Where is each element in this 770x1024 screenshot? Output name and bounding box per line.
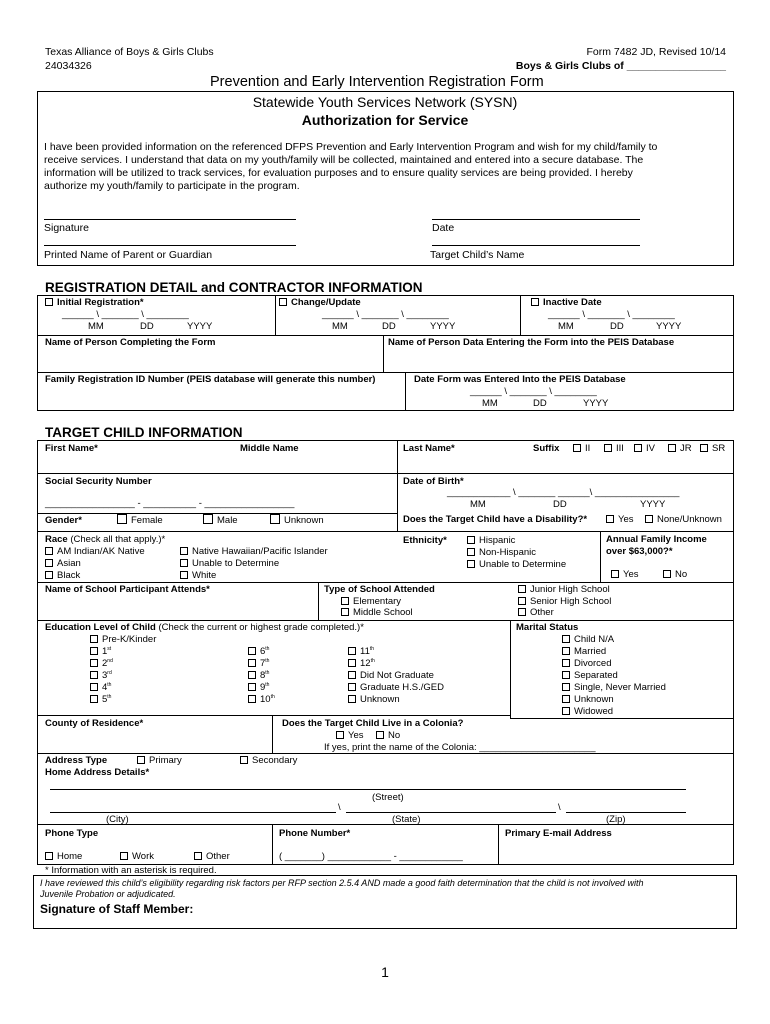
school-junior-label: Junior High School [530, 584, 610, 595]
initial-dd: DD [140, 321, 154, 332]
printed-name-label: Printed Name of Parent or Guardian [44, 249, 213, 261]
gender-unknown-label: Unknown [284, 515, 324, 526]
grade-7-label: 7 [260, 658, 266, 670]
grade-1-label: 1 [102, 646, 108, 658]
authorization-heading: Authorization for Service [301, 112, 469, 128]
state-line[interactable] [346, 812, 556, 813]
grade-8-suffix: th [265, 670, 270, 676]
grade-3-label: 3 [102, 670, 108, 682]
grade-11-suffix: th [369, 646, 375, 652]
city-line[interactable] [50, 812, 336, 813]
city-state-separator: \ [338, 802, 341, 813]
county-label: County of Residence* [45, 718, 144, 729]
dob-blank[interactable]: ____________ \ _______ ______\ ________________ [447, 487, 680, 498]
suffix-ii-label: II [585, 443, 591, 454]
income-no-checkbox[interactable] [663, 569, 687, 580]
org-name: Texas Alliance of Boys & Girls Clubs [45, 46, 214, 58]
grade-2-label: 2 [102, 658, 108, 670]
marital-label: Marital Status [516, 622, 579, 633]
education-unknown-label: Unknown [360, 694, 400, 705]
inactive-date-label: Inactive Date [543, 297, 602, 308]
grade-11-checkbox[interactable] [348, 646, 374, 657]
disability-none-label: None/Unknown [657, 514, 722, 525]
grade-3-suffix: rd [107, 670, 112, 676]
street-line[interactable] [50, 789, 686, 790]
phone-work-label: Work [132, 851, 154, 862]
grade-12-suffix: th [370, 658, 375, 664]
change-yyyy: YYYY [430, 321, 456, 332]
race-unable-label: Unable to Determine [192, 558, 280, 569]
phone-home-checkbox[interactable] [45, 851, 82, 862]
auth-text-3: information will be utilized to track services, for evaluation purposes and to ensure quality services are being provided. I hereby [44, 167, 633, 179]
address-secondary-checkbox[interactable] [240, 755, 297, 766]
entered-dd: DD [533, 398, 547, 409]
change-dd: DD [382, 321, 396, 332]
inactive-date-blank[interactable]: ______ \ _______ \ ________ [548, 309, 675, 320]
suffix-sr-label: SR [712, 443, 726, 454]
person-completing-label: Name of Person Completing the Form [45, 337, 216, 348]
phone-number-field[interactable]: ( _______) ____________ - ____________ [279, 851, 463, 862]
education-unknown-checkbox[interactable] [348, 694, 400, 705]
date-entered-label: Date Form was Entered Into the PEIS Database [414, 374, 626, 385]
grade-5-label: 5 [102, 694, 108, 706]
school-other-checkbox[interactable] [518, 607, 554, 618]
colonia-yes-checkbox[interactable] [336, 730, 364, 741]
marital-married-label: Married [574, 646, 607, 657]
initial-registration-checkbox[interactable] [45, 297, 144, 308]
auth-text-4: authorize my youth/family to participate in the program. [44, 180, 300, 192]
grade-10-checkbox[interactable] [248, 694, 275, 705]
ethnicity-non-hispanic-checkbox[interactable] [467, 547, 536, 558]
grade-10-suffix: th [270, 694, 275, 700]
ethnicity-hispanic-label: Hispanic [479, 535, 516, 546]
inactive-yyyy: YYYY [656, 321, 682, 332]
address-primary-checkbox[interactable] [137, 755, 182, 766]
suffix-jr-label: JR [680, 443, 692, 454]
inactive-date-checkbox[interactable] [531, 297, 602, 308]
grade-4-label: 4 [102, 682, 108, 694]
ssn-label: Social Security Number [45, 476, 152, 487]
marital-married-checkbox[interactable] [562, 646, 606, 657]
marital-single-label: Single, Never Married [574, 682, 666, 693]
graduate-ged-checkbox[interactable] [348, 682, 444, 693]
grade-8-label: 8 [260, 670, 266, 682]
race-note: (Check all that apply.)* [70, 534, 166, 545]
marital-child-na-label: Child N/A [574, 634, 615, 645]
school-senior-checkbox[interactable] [518, 596, 611, 607]
form-code: 24034326 [45, 60, 92, 72]
marital-separated-checkbox[interactable] [562, 670, 618, 681]
club-name: Boys & Girls Clubs of _________________ [515, 60, 726, 72]
phone-work-checkbox[interactable] [120, 851, 154, 862]
income-no-label: No [675, 569, 688, 580]
child-name-line[interactable] [432, 245, 640, 246]
graduate-ged-label: Graduate H.S./GED [360, 682, 444, 693]
marital-unknown-checkbox[interactable] [562, 694, 614, 705]
income-label-2: over $63,000?* [606, 546, 673, 557]
marital-divorced-checkbox[interactable] [562, 658, 612, 669]
phone-number-label: Phone Number* [279, 828, 351, 839]
street-label: (Street) [372, 792, 404, 803]
staff-signature-label: Signature of Staff Member: [40, 902, 194, 916]
grade-1-checkbox[interactable] [90, 646, 111, 657]
printed-name-line[interactable] [44, 245, 296, 246]
network-title: Statewide Youth Services Network (SYSN) [252, 94, 518, 110]
race-am-indian-checkbox[interactable] [45, 546, 145, 557]
grade-1-suffix: st [107, 646, 112, 652]
zip-line[interactable] [566, 812, 686, 813]
last-name-label: Last Name* [403, 443, 455, 454]
race-white-label: White [192, 570, 217, 581]
review-text-2: Juvenile Probation or adjudicated. [40, 889, 176, 899]
female-label: Female [131, 515, 163, 526]
address-type-label: Address Type [45, 755, 108, 766]
zip-label: (Zip) [606, 814, 626, 825]
initial-mm: MM [88, 321, 104, 332]
race-white-checkbox[interactable] [180, 570, 216, 581]
dob-mm: MM [470, 499, 486, 510]
change-date-blank[interactable]: ______ \ _______ \ ________ [322, 309, 449, 320]
target-child-heading: TARGET CHILD INFORMATION [45, 425, 243, 440]
ethnicity-unable-checkbox[interactable] [467, 559, 566, 570]
gender-unknown-checkbox[interactable] [270, 514, 324, 526]
grade-5-checkbox[interactable] [90, 694, 111, 705]
grade-9-label: 9 [260, 682, 266, 694]
grade-10-label: 10 [260, 694, 271, 706]
initial-registration-label: Initial Registration* [57, 297, 144, 308]
suffix-sr-checkbox[interactable] [700, 443, 725, 454]
phone-type-label: Phone Type [45, 828, 99, 839]
disability-none-checkbox[interactable] [645, 514, 722, 525]
date-entered-blank[interactable]: ______ \ _______ \ ________ [470, 386, 597, 397]
city-label: (City) [106, 814, 129, 825]
suffix-jr-checkbox[interactable] [668, 443, 692, 454]
education-heading [45, 622, 364, 633]
asterisk-note: * Information with an asterisk is required. [45, 865, 217, 876]
did-not-graduate-checkbox[interactable] [348, 670, 434, 681]
race-black-checkbox[interactable] [45, 570, 80, 581]
grade-11-label: 11 [360, 646, 370, 658]
ethnicity-hispanic-checkbox[interactable] [467, 535, 515, 546]
grade-2-suffix: nd [107, 658, 113, 664]
family-id-label: Family Registration ID Number (PEIS database will generate this number) [45, 374, 376, 385]
disability-yes-checkbox[interactable] [606, 514, 634, 525]
grade-12-label: 12 [360, 658, 371, 670]
grade-5-suffix: th [107, 694, 112, 700]
entered-yyyy: YYYY [583, 398, 609, 409]
disability-yes-label: Yes [618, 514, 634, 525]
signature-label: Signature [44, 222, 89, 234]
first-name-label: First Name* [45, 443, 98, 454]
entered-mm: MM [482, 398, 498, 409]
registration-heading: REGISTRATION DETAIL and CONTRACTOR INFORMATION [45, 280, 423, 295]
auth-text-2: receive services. I understand that data on my youth/family will be collected, maintained and entered into a secure database. The [44, 154, 644, 166]
disability-label: Does the Target Child have a Disability?* [403, 514, 588, 525]
phone-other-label: Other [206, 851, 230, 862]
race-am-indian-label: AM Indian/AK Native [57, 546, 145, 557]
suffix-iii-label: III [616, 443, 624, 454]
marital-widowed-checkbox[interactable] [562, 706, 613, 717]
race-heading [45, 534, 165, 545]
grade-7-checkbox[interactable] [248, 658, 269, 669]
state-zip-separator: \ [558, 802, 561, 813]
grade-3-checkbox[interactable] [90, 670, 112, 681]
grade-12-checkbox[interactable] [348, 658, 375, 669]
race-label: Race [45, 534, 68, 545]
colonia-no-checkbox[interactable] [376, 730, 400, 741]
income-label: Annual Family Income [606, 534, 707, 545]
ethnicity-non-hispanic-label: Non-Hispanic [479, 547, 537, 558]
marital-unknown-label: Unknown [574, 694, 614, 705]
page-number: 1 [381, 964, 389, 980]
school-type-label: Type of School Attended [324, 584, 435, 595]
male-checkbox[interactable] [203, 514, 238, 526]
grade-8-checkbox[interactable] [248, 670, 269, 681]
dob-yyyy: YYYY [640, 499, 666, 510]
person-entering-label: Name of Person Data Entering the Form into the PEIS Database [388, 337, 675, 348]
ethnicity-unable-label: Unable to Determine [479, 559, 567, 570]
grade-9-checkbox[interactable] [248, 682, 269, 693]
phone-other-checkbox[interactable] [194, 851, 230, 862]
race-black-label: Black [57, 570, 81, 581]
marital-child-na-checkbox[interactable] [562, 634, 614, 645]
suffix-ii-checkbox[interactable] [573, 443, 590, 454]
ethnicity-label: Ethnicity* [403, 535, 447, 546]
ssn-blank[interactable]: _________________ - __________ - _________________ [45, 498, 295, 509]
grade-prek-checkbox[interactable] [90, 634, 156, 645]
middle-name-label: Middle Name [240, 443, 299, 454]
race-hawaiian-label: Native Hawaiian/Pacific Islander [192, 546, 328, 557]
school-middle-checkbox[interactable] [341, 607, 413, 618]
auth-text-1: I have been provided information on the referenced DFPS Prevention and Early Intervention Program and wish for my child/family to [44, 141, 658, 153]
male-label: Male [217, 515, 238, 526]
grade-6-suffix: th [265, 646, 270, 652]
race-asian-checkbox[interactable] [45, 558, 81, 569]
home-address-label: Home Address Details* [45, 767, 150, 778]
date-label: Date [432, 222, 455, 234]
dob-label: Date of Birth* [403, 476, 464, 487]
colonia-label: Does the Target Child Live in a Colonia? [282, 718, 464, 729]
grade-6-label: 6 [260, 646, 266, 658]
did-not-graduate-label: Did Not Graduate [360, 670, 434, 681]
signature-line[interactable] [44, 219, 296, 220]
suffix-label: Suffix [533, 443, 560, 454]
grade-7-suffix: th [265, 658, 270, 664]
date-line[interactable] [432, 219, 640, 220]
race-asian-label: Asian [57, 558, 81, 569]
colonia-name-field[interactable]: If yes, print the name of the Colonia: ______________________ [324, 742, 596, 753]
school-junior-checkbox[interactable] [518, 584, 610, 595]
grade-4-checkbox[interactable] [90, 682, 111, 693]
marital-divorced-label: Divorced [574, 658, 612, 669]
initial-date-blank[interactable]: ______ \ _______ \ ________ [62, 309, 189, 320]
marital-widowed-label: Widowed [574, 706, 614, 717]
female-checkbox[interactable] [117, 514, 163, 526]
school-elementary-label: Elementary [353, 596, 402, 607]
inactive-mm: MM [558, 321, 574, 332]
grade-2-checkbox[interactable] [90, 658, 113, 669]
suffix-iv-label: IV [646, 443, 655, 454]
phone-home-label: Home [57, 851, 83, 862]
grade-prek-label: Pre-K/Kinder [102, 634, 157, 645]
school-elementary-checkbox[interactable] [341, 596, 401, 607]
colonia-no-label: No [388, 730, 401, 741]
marital-separated-label: Separated [574, 670, 618, 681]
school-middle-label: Middle School [353, 607, 413, 618]
race-hawaiian-checkbox[interactable] [180, 546, 328, 557]
address-primary-label: Primary [149, 755, 182, 766]
form-number: Form 7482 JD, Revised 10/14 [586, 46, 726, 58]
income-yes-label: Yes [623, 569, 639, 580]
school-senior-label: Senior High School [530, 596, 612, 607]
email-label: Primary E-mail Address [505, 828, 612, 839]
suffix-iii-checkbox[interactable] [604, 443, 624, 454]
initial-yyyy: YYYY [187, 321, 213, 332]
review-text-1: I have reviewed this child’s eligibility regarding risk factors per RFP section 2.5.4 AND made a good faith determination that the child is not involved with [40, 878, 644, 888]
income-yes-checkbox[interactable] [611, 569, 639, 580]
marital-single-checkbox[interactable] [562, 682, 666, 693]
target-child-name-label: Target Child’s Name [430, 249, 525, 261]
school-other-label: Other [530, 607, 554, 618]
state-label: (State) [392, 814, 421, 825]
education-note: (Check the current or highest grade completed.)* [158, 622, 364, 633]
grade-9-suffix: th [265, 682, 270, 688]
dob-dd: DD [553, 499, 567, 510]
inactive-dd: DD [610, 321, 624, 332]
grade-4-suffix: th [107, 682, 112, 688]
change-mm: MM [332, 321, 348, 332]
education-label: Education Level of Child [45, 622, 156, 633]
form-title: Prevention and Early Intervention Registration Form [210, 74, 544, 90]
change-update-checkbox[interactable] [279, 297, 361, 308]
gender-label: Gender* [45, 515, 82, 526]
colonia-yes-label: Yes [348, 730, 364, 741]
grade-6-checkbox[interactable] [248, 646, 269, 657]
suffix-iv-checkbox[interactable] [634, 443, 655, 454]
address-secondary-label: Secondary [252, 755, 298, 766]
race-unable-checkbox[interactable] [180, 558, 279, 569]
change-update-label: Change/Update [291, 297, 361, 308]
school-name-label: Name of School Participant Attends* [45, 584, 210, 595]
